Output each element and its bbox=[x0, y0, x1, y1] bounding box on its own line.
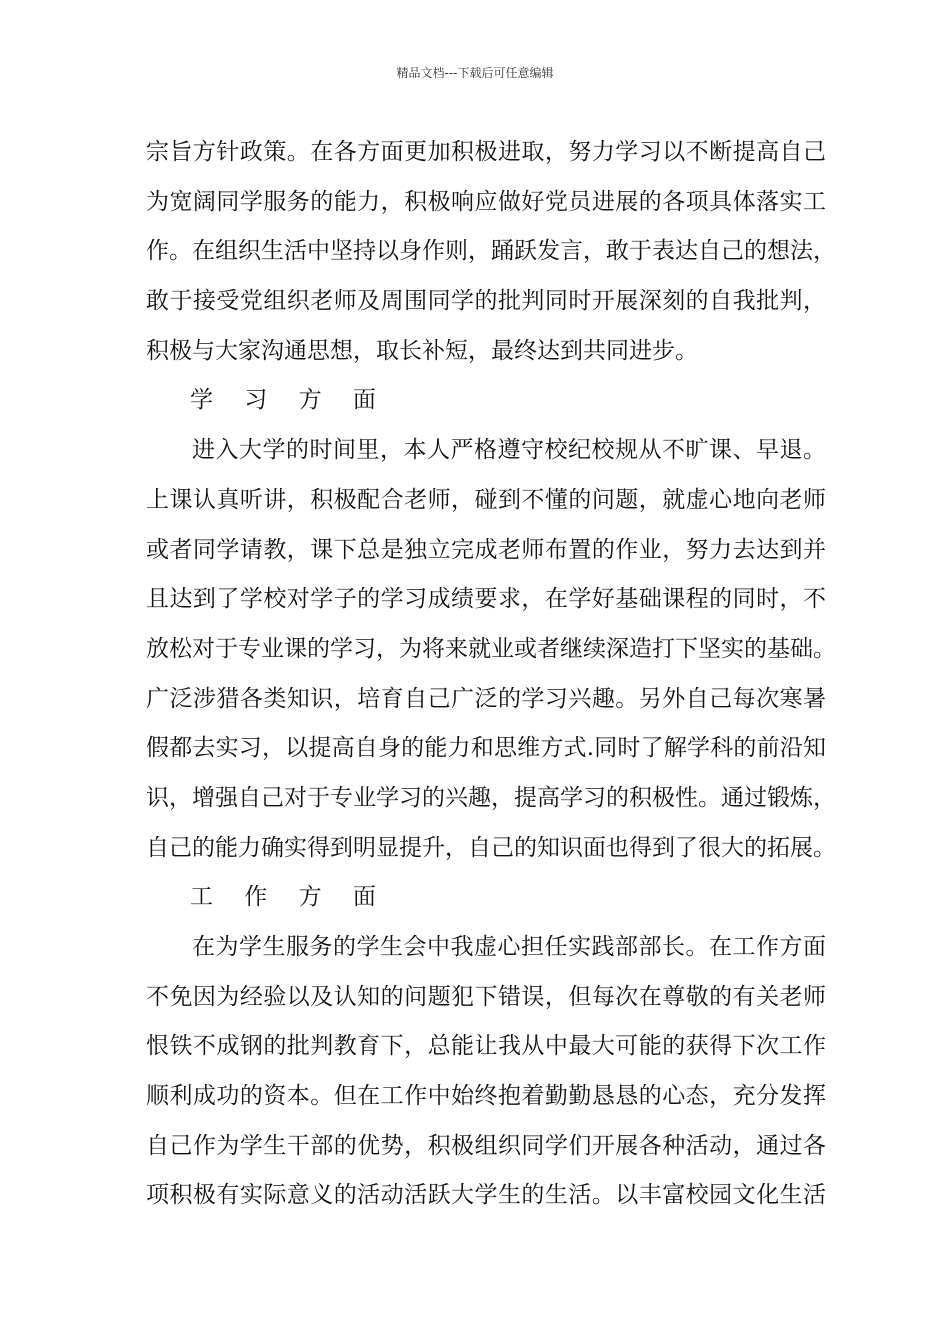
text-line: 假都去实习，以提高自身的能力和思维方式.同时了解学科的前沿知 bbox=[146, 735, 826, 762]
document-body bbox=[146, 128, 836, 1221]
text-line: 进入大学的时间里，本人严格遵守校纪校规从不旷课、早退。 bbox=[192, 437, 826, 464]
text-line: 顺利成功的资本。但在工作中始终抱着勤勤恳恳的心态，充分发挥 bbox=[146, 1083, 826, 1110]
text-line: 广泛涉猎各类知识，培育自己广泛的学习兴趣。另外自己每次寒暑 bbox=[146, 685, 826, 712]
text-line: 自己的能力确实得到明显提升，自己的知识面也得到了很大的拓展。 bbox=[146, 834, 836, 861]
text-line: 宗旨方针政策。在各方面更加积极进取，努力学习以不断提高自己 bbox=[146, 139, 826, 165]
text-line: 敢于接受党组织老师及周围同学的批判同时开展深刻的自我批判， bbox=[146, 288, 826, 315]
text-line: 自己作为学生干部的优势，积极组织同学们开展各种活动，通过各 bbox=[146, 1132, 826, 1159]
text-line: 积极与大家沟通思想，取长补短，最终达到共同进步。 bbox=[146, 337, 698, 364]
text-line: 且达到了学校对学子的学习成绩要求，在学好基础课程的同时，不 bbox=[146, 586, 826, 613]
text-line: 在为学生服务的学生会中我虚心担任实践部部长。在工作方面 bbox=[192, 934, 826, 960]
text-line: 上课认真听讲，积极配合老师，碰到不懂的问题，就虚心地向老师 bbox=[146, 486, 826, 513]
section-heading-study: 学 习 方 面 bbox=[190, 387, 388, 414]
text-line: 项积极有实际意义的活动活跃大学生的生活。以丰富校园文化生活 bbox=[146, 1182, 826, 1209]
text-line: 或者同学请教，课下总是独立完成老师布置的作业，努力去达到并 bbox=[146, 536, 826, 563]
section-heading-work: 工 作 方 面 bbox=[190, 884, 388, 911]
page-header: 精品文档---下载后可任意编辑 bbox=[396, 66, 554, 80]
text-line: 恨铁不成钢的批判教育下，总能让我从中最大可能的获得下次工作 bbox=[146, 1033, 826, 1060]
text-line: 不免因为经验以及认知的问题犯下错误，但每次在尊敬的有关老师 bbox=[146, 983, 826, 1010]
text-line: 为宽阔同学服务的能力，积极响应做好党员进展的各项具体落实工 bbox=[146, 188, 826, 215]
text-line: 放松对于专业课的学习，为将来就业或者继续深造打下坚实的基础。 bbox=[146, 635, 836, 662]
text-line: 识，增强自己对于专业学习的兴趣，提高学习的积极性。通过锻炼， bbox=[146, 784, 836, 811]
text-line: 作。在组织生活中坚持以身作则，踊跃发言，敢于表达自己的想法， bbox=[146, 238, 836, 265]
